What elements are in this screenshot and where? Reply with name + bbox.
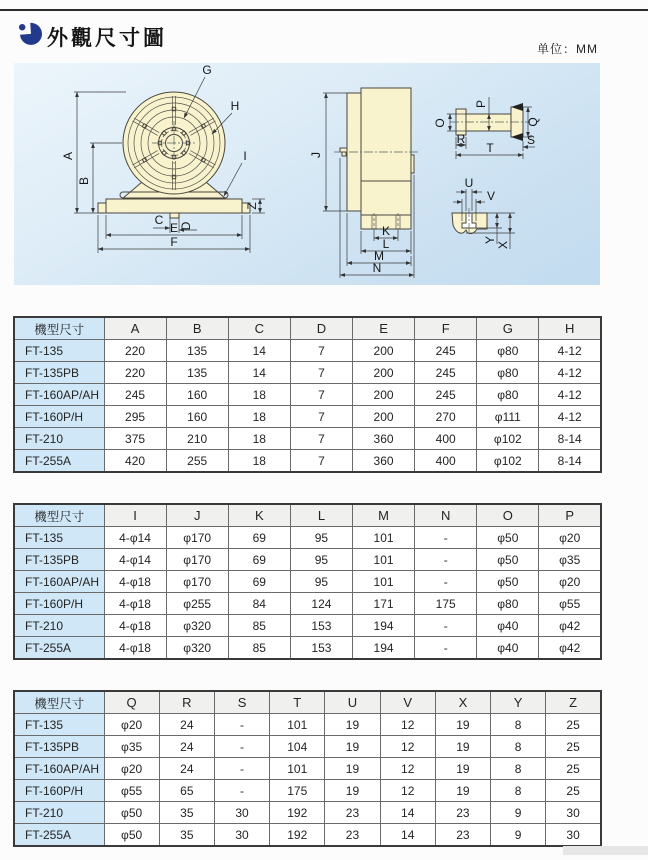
dimension-value-cell: φ50 [477,527,539,549]
dimension-value-cell: φ111 [477,406,539,428]
dimension-value-cell: φ40 [477,637,539,660]
dimension-column-header: V [380,691,435,714]
table-row [14,615,601,637]
dimension-value-cell: 4-φ18 [104,593,166,615]
dimension-value-cell: 245 [415,340,477,362]
header-row [14,691,601,714]
dimension-value-cell: 23 [435,802,490,824]
model-column-header: 機型尺寸 [14,317,104,340]
dimension-value-cell: 360 [353,428,415,450]
dimension-column-header: T [270,691,325,714]
dim-label-e: E [169,221,179,235]
dimension-value-cell: 18 [228,450,290,473]
dimension-value-cell: 85 [228,615,290,637]
dimension-value-cell: 400 [415,428,477,450]
table-row [14,824,601,847]
dimension-value-cell: 295 [104,406,166,428]
dim-label-v: V [486,189,496,203]
front-view [61,63,265,253]
dimension-value-cell: 85 [228,637,290,660]
dimension-column-header: U [325,691,380,714]
dimension-value-cell: 69 [228,527,290,549]
dimension-column-header: O [477,504,539,527]
model-name-cell: FT-255A [14,450,104,473]
dimension-value-cell: φ50 [477,571,539,593]
model-name-cell: FT-160AP/AH [14,571,104,593]
dimension-value-cell: 153 [290,615,352,637]
dimension-value-cell: 104 [270,736,325,758]
dimension-column-header: K [228,504,290,527]
dimension-column-header: F [415,317,477,340]
dim-label-u: U [464,176,474,190]
model-name-cell: FT-160P/H [14,406,104,428]
dimension-value-cell: 4-φ14 [104,527,166,549]
dimension-value-cell: 19 [435,714,490,736]
dimension-value-cell: 7 [290,406,352,428]
dimension-value-cell: 200 [353,340,415,362]
model-name-cell: FT-160P/H [14,593,104,615]
dimension-value-cell: φ80 [477,362,539,384]
table-row [14,527,601,549]
dimension-value-cell: 30 [214,802,269,824]
dimension-column-header: B [166,317,228,340]
dimension-value-cell: 192 [270,802,325,824]
dimension-value-cell: φ42 [539,615,601,637]
dimension-value-cell: φ50 [104,802,159,824]
dimension-value-cell: 8 [491,736,546,758]
dim-label-g: G [202,63,212,77]
dimension-value-cell: φ20 [104,714,159,736]
dimension-value-cell: 4-12 [539,384,601,406]
header-row [14,504,601,527]
dimension-value-cell: 101 [353,527,415,549]
dimension-column-header: L [290,504,352,527]
dimension-value-cell: 19 [325,758,380,780]
dimension-column-header: M [353,504,415,527]
model-column-header: 機型尺寸 [14,691,104,714]
dimension-value-cell: - [214,736,269,758]
dimension-value-cell: 245 [415,362,477,384]
dimension-value-cell: φ170 [166,527,228,549]
dimension-value-cell: 101 [353,549,415,571]
dimension-value-cell: 95 [290,527,352,549]
dimension-value-cell: φ20 [539,527,601,549]
dimension-value-cell: 12 [380,758,435,780]
side-view [309,88,419,278]
table-row [14,450,601,473]
dimension-value-cell: 24 [159,736,214,758]
dimension-value-cell: φ20 [539,571,601,593]
dimension-value-cell: 25 [546,714,601,736]
dimension-value-cell: 160 [166,406,228,428]
brand-logo-icon [17,21,43,47]
dim-label-p: P [474,99,488,109]
dimension-value-cell: 360 [353,450,415,473]
dimension-value-cell: 69 [228,549,290,571]
dimension-value-cell: 30 [214,824,269,847]
dimension-column-header: E [353,317,415,340]
dimension-value-cell: 220 [104,340,166,362]
table-row [14,736,601,758]
dimension-value-cell: φ55 [539,593,601,615]
dimension-value-cell: - [415,527,477,549]
dimension-column-header: G [477,317,539,340]
dimension-value-cell: 420 [104,450,166,473]
model-name-cell: FT-160AP/AH [14,758,104,780]
dimension-column-header: Q [104,691,159,714]
dimension-value-cell: 135 [166,362,228,384]
dimension-value-cell: 160 [166,384,228,406]
dimension-value-cell: φ170 [166,571,228,593]
dimension-table-a-h [13,316,602,473]
dim-label-f: F [170,235,178,249]
dimension-value-cell: 7 [290,340,352,362]
dimension-column-header: I [104,504,166,527]
dimension-value-cell: 245 [104,384,166,406]
dimension-column-header: A [104,317,166,340]
dimension-column-header: R [159,691,214,714]
dim-label-z: Z [245,202,259,210]
dimension-value-cell: 200 [353,384,415,406]
dim-label-s: S [526,133,536,147]
shaft-detail [433,97,540,159]
dimension-value-cell: φ102 [477,450,539,473]
dimension-value-cell: φ320 [166,615,228,637]
dim-label-a: A [61,151,75,161]
dimension-value-cell: 200 [353,406,415,428]
dimension-value-cell: 19 [435,736,490,758]
dimension-value-cell: 153 [290,637,352,660]
table-row [14,549,601,571]
dimension-value-cell: 8-14 [539,428,601,450]
dim-label-c: C [154,213,164,227]
dimension-value-cell: φ80 [477,384,539,406]
table-row [14,780,601,802]
dimension-value-cell: 14 [228,362,290,384]
dimension-value-cell: 8 [491,780,546,802]
dim-label-x: X [496,240,510,250]
table-row [14,593,601,615]
dimension-value-cell: 23 [325,824,380,847]
dimension-value-cell: 270 [415,406,477,428]
dimension-value-cell: φ40 [477,615,539,637]
dimension-value-cell: - [415,637,477,660]
dimension-value-cell: 19 [325,780,380,802]
dimension-value-cell: φ50 [104,824,159,847]
dimension-value-cell: 25 [546,736,601,758]
dimension-column-header: S [214,691,269,714]
dimension-value-cell: 101 [270,714,325,736]
dim-label-k: K [381,224,391,238]
dimension-value-cell: 35 [159,802,214,824]
dimension-diagram-panel [14,63,600,285]
model-name-cell: FT-135PB [14,736,104,758]
page-corner-shadow [563,846,648,855]
dim-label-l: L [382,237,390,251]
dimension-value-cell: 25 [546,758,601,780]
model-name-cell: FT-255A [14,824,104,847]
table-row [14,571,601,593]
dimension-value-cell: 7 [290,450,352,473]
dimension-column-header: P [539,504,601,527]
dimension-value-cell: - [214,758,269,780]
dim-label-r: R [456,132,466,146]
dimension-value-cell: 4-12 [539,362,601,384]
dimension-value-cell: 14 [380,802,435,824]
dimension-value-cell: 35 [159,824,214,847]
dimension-value-cell: 171 [353,593,415,615]
dimension-value-cell: 9 [491,802,546,824]
dimension-value-cell: 4-φ18 [104,637,166,660]
dimension-value-cell: φ50 [477,549,539,571]
dimension-value-cell: 210 [166,428,228,450]
dimension-value-cell: 135 [166,340,228,362]
dimension-value-cell: 200 [353,362,415,384]
dimension-value-cell: 375 [104,428,166,450]
dimension-value-cell: 220 [104,362,166,384]
dimension-value-cell: 95 [290,571,352,593]
dim-label-n: N [372,261,382,275]
model-name-cell: FT-135 [14,527,104,549]
dim-label-q: Q [526,117,540,127]
table-row [14,637,601,660]
top-rule [0,9,648,11]
dimension-value-cell: φ80 [477,340,539,362]
dimension-value-cell: φ55 [104,780,159,802]
dimension-value-cell: 95 [290,549,352,571]
dimension-value-cell: 14 [228,340,290,362]
dimension-value-cell: 12 [380,714,435,736]
dimension-column-header: D [290,317,352,340]
dimension-value-cell: 245 [415,384,477,406]
model-column-header: 機型尺寸 [14,504,104,527]
model-name-cell: FT-210 [14,802,104,824]
dimension-value-cell: 4-12 [539,406,601,428]
dimension-value-cell: 19 [325,736,380,758]
dimension-value-cell: 84 [228,593,290,615]
dim-label-h: H [230,99,240,113]
dimension-value-cell: 25 [546,780,601,802]
dimension-value-cell: 69 [228,571,290,593]
dimension-value-cell: φ20 [104,758,159,780]
dimension-value-cell: 7 [290,384,352,406]
dimension-column-header: H [539,317,601,340]
dimension-value-cell: 101 [270,758,325,780]
model-name-cell: FT-255A [14,637,104,660]
model-name-cell: FT-135PB [14,549,104,571]
dimension-value-cell: 18 [228,384,290,406]
dimension-value-cell: φ170 [166,549,228,571]
dimension-value-cell: 7 [290,428,352,450]
dim-label-i: I [243,149,247,163]
header-row [14,317,601,340]
dimension-value-cell: φ255 [166,593,228,615]
dimension-value-cell: 255 [166,450,228,473]
model-name-cell: FT-160P/H [14,780,104,802]
unit-label: 单位：MM [537,42,598,56]
dimension-value-cell: - [214,780,269,802]
dim-label-y: Y [483,235,497,245]
table-row [14,362,601,384]
dimension-diagram [14,63,600,285]
dimension-column-header: C [228,317,290,340]
dim-label-j: J [309,152,323,158]
dimension-value-cell: 8 [491,714,546,736]
dimension-table-i-p [13,503,602,660]
table-row [14,428,601,450]
dim-label-t: T [486,141,494,155]
table-row [14,384,601,406]
dimension-value-cell: φ35 [539,549,601,571]
dimension-value-cell: 24 [159,714,214,736]
dimension-value-cell: 400 [415,450,477,473]
table-row [14,340,601,362]
dimension-value-cell: φ320 [166,637,228,660]
dimension-value-cell: φ35 [104,736,159,758]
dimension-value-cell: 23 [435,824,490,847]
dim-label-o: O [433,118,447,128]
dimension-value-cell: 18 [228,406,290,428]
dim-label-d: D [179,221,193,231]
dimension-value-cell: 19 [435,780,490,802]
dimension-value-cell: 8 [491,758,546,780]
dimension-value-cell: 4-φ18 [104,615,166,637]
dimension-value-cell: 101 [353,571,415,593]
dimension-value-cell: 124 [290,593,352,615]
table-row [14,758,601,780]
dimension-value-cell: 194 [353,615,415,637]
model-name-cell: FT-135 [14,340,104,362]
table-row [14,714,601,736]
dimension-value-cell: 23 [325,802,380,824]
dimension-value-cell: 4-φ18 [104,571,166,593]
dimension-value-cell: 4-12 [539,340,601,362]
dimension-column-header: X [435,691,490,714]
dimension-value-cell: 7 [290,362,352,384]
dimension-value-cell: 14 [380,824,435,847]
model-name-cell: FT-160AP/AH [14,384,104,406]
table-row [14,802,601,824]
dimension-value-cell: - [415,615,477,637]
dimension-value-cell: - [415,549,477,571]
model-name-cell: FT-210 [14,428,104,450]
dimension-value-cell: 175 [270,780,325,802]
dimension-value-cell: - [214,714,269,736]
dimension-value-cell: 24 [159,758,214,780]
model-name-cell: FT-135 [14,714,104,736]
dimension-value-cell: 12 [380,736,435,758]
dimension-value-cell: φ80 [477,593,539,615]
dimension-value-cell: 8-14 [539,450,601,473]
dim-label-m: M [374,249,384,263]
dimension-column-header: Z [546,691,601,714]
dimension-column-header: J [166,504,228,527]
dimension-value-cell: 12 [380,780,435,802]
dimension-value-cell: 65 [159,780,214,802]
dim-label-b: B [77,176,91,186]
dimension-value-cell: 30 [546,802,601,824]
dimension-value-cell: 30 [546,824,601,847]
dimension-value-cell: 19 [435,758,490,780]
dimension-value-cell: 18 [228,428,290,450]
dimension-value-cell: 4-φ14 [104,549,166,571]
model-name-cell: FT-210 [14,615,104,637]
dimension-value-cell: 194 [353,637,415,660]
dimension-value-cell: 19 [325,714,380,736]
dimension-table-q-z [13,690,602,847]
model-name-cell: FT-135PB [14,362,104,384]
dimension-column-header: N [415,504,477,527]
dimension-value-cell: 9 [491,824,546,847]
dimension-value-cell: 175 [415,593,477,615]
dimension-value-cell: 192 [270,824,325,847]
dimension-value-cell: φ102 [477,428,539,450]
table-row [14,406,601,428]
dimension-column-header: Y [491,691,546,714]
tslot-detail [452,176,515,249]
page-title: 外觀尺寸圖 [47,27,167,50]
dimension-value-cell: φ42 [539,637,601,660]
dimension-value-cell: - [415,571,477,593]
